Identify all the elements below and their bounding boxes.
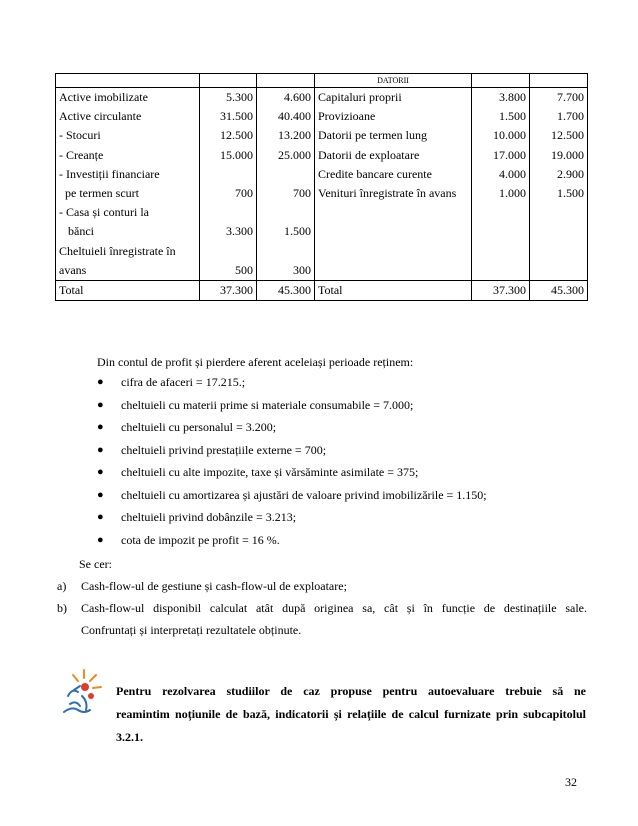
header-cell: [530, 74, 588, 88]
bullet-icon: ●: [97, 511, 104, 523]
bullet-icon: ●: [97, 488, 104, 501]
table-label-cell: avans: [56, 261, 200, 281]
table-value-cell: 2.900: [530, 165, 588, 184]
balance-sheet-table: [55, 73, 588, 301]
table-value-cell: [530, 242, 588, 261]
list-item: [97, 443, 487, 466]
list-item: [97, 533, 487, 556]
requirement-label: a): [57, 579, 67, 593]
table-value-cell: 19.000: [530, 146, 588, 165]
table-value-cell: 5.300: [200, 88, 257, 108]
total-label-right: Total: [315, 280, 472, 300]
table-label-cell: Venituri înregistrate în avans: [315, 184, 472, 203]
requirement-text: Cash-flow-ul disponibil calculat atât după originea sa, cât și în funcție de destinațiile sale.: [81, 601, 587, 615]
table-value-cell: [530, 222, 588, 241]
table-row: [56, 88, 588, 108]
requirement-b-continuation: Confruntați și interpretați rezultatele obținute.: [81, 623, 302, 637]
bullet-icon: ●: [97, 398, 104, 411]
table-value-cell: 300: [257, 261, 315, 281]
self-assessment-note: [116, 680, 586, 749]
bullet-icon: ●: [97, 421, 104, 433]
table-value-cell: 40.400: [257, 107, 315, 126]
bullet-text: cifra de afaceri = 17.215.;: [121, 375, 246, 389]
header-cell: [56, 74, 200, 88]
table-label-cell: - Investiții financiare: [56, 165, 200, 184]
requirement-label: b): [57, 601, 67, 615]
intro-text: Din contul de profit și pierdere aferent aceleiași perioade reținem:: [97, 355, 414, 369]
table-value-cell: 15.000: [200, 146, 257, 165]
table-value-cell: [200, 165, 257, 184]
table-value-cell: 700: [200, 184, 257, 203]
header-cell: [200, 74, 257, 88]
table-value-cell: 12.500: [200, 126, 257, 145]
requirement-a: [57, 579, 347, 594]
bullet-text: cheltuieli cu personalul = 3.200;: [121, 420, 277, 434]
table-label-cell: [315, 222, 472, 241]
table-value-cell: 4.600: [257, 88, 315, 108]
table-row: [56, 261, 588, 281]
header-cell: [472, 74, 530, 88]
table-value-cell: 17.000: [472, 146, 530, 165]
table-value-cell: 1.700: [530, 107, 588, 126]
table-value-cell: [530, 261, 588, 281]
table-value-cell: 25.000: [257, 146, 315, 165]
table-value-cell: 700: [257, 184, 315, 203]
total-value: 37.300: [472, 280, 530, 300]
table-value-cell: [200, 242, 257, 261]
table-label-cell: Credite bancare curente: [315, 165, 472, 184]
table-value-cell: 1.000: [472, 184, 530, 203]
table-value-cell: 1.500: [257, 222, 315, 241]
total-label-left: Total: [56, 280, 200, 300]
table-label-cell: Datorii de exploatare: [315, 146, 472, 165]
table-label-cell: - Stocuri: [56, 126, 200, 145]
table-row: [56, 203, 588, 222]
table-label-cell: bănci: [56, 222, 200, 241]
table-label-cell: Active circulante: [56, 107, 200, 126]
list-item: [97, 510, 487, 533]
requirement-text: Cash-flow-ul de gestiune și cash-flow-ul de exploatare;: [81, 579, 347, 593]
table-value-cell: 3.300: [200, 222, 257, 241]
table-label-cell: - Casa și conturi la: [56, 203, 200, 222]
table-row: [56, 107, 588, 126]
table-value-cell: 3.800: [472, 88, 530, 108]
table-value-cell: [472, 203, 530, 222]
table-label-cell: Capitaluri proprii: [315, 88, 472, 108]
table-value-cell: [200, 203, 257, 222]
table-value-cell: 500: [200, 261, 257, 281]
table-label-cell: Active imobilizate: [56, 88, 200, 108]
table-value-cell: 10.000: [472, 126, 530, 145]
table-value-cell: [257, 242, 315, 261]
total-value: 45.300: [257, 280, 315, 300]
table-value-cell: [530, 203, 588, 222]
table-value-cell: [257, 165, 315, 184]
table-label-cell: [315, 242, 472, 261]
bullet-text: cheltuieli cu materii prime si materiale consumabile = 7.000;: [121, 397, 414, 412]
bullet-icon: ●: [97, 466, 104, 478]
table-value-cell: 4.000: [472, 165, 530, 184]
table-row: [56, 146, 588, 165]
bullet-text: cota de impozit pe profit = 16 %.: [121, 532, 280, 547]
table-value-cell: 31.500: [200, 107, 257, 126]
table-label-cell: Provizioane: [315, 107, 472, 126]
header-datorii: DATORII: [315, 74, 472, 88]
table-value-cell: [257, 203, 315, 222]
note-line: reamintim noțiunile de bază, indicatorii și relațiile de calcul furnizate prin subcapitolul: [116, 707, 586, 721]
table-label-cell: - Creanțe: [56, 146, 200, 165]
list-item: [97, 420, 487, 443]
bullet-icon: ●: [97, 443, 104, 456]
bullet-text: cheltuieli privind dobânzile = 3.213;: [121, 510, 297, 524]
table-value-cell: 1.500: [472, 107, 530, 126]
note-line: 3.2.1.: [116, 730, 143, 744]
table-value-cell: [472, 242, 530, 261]
bullet-icon: ●: [97, 533, 104, 546]
table-value-cell: 1.500: [530, 184, 588, 203]
bullet-text: cheltuieli cu alte impozite, taxe și vărsăminte asimilate = 375;: [121, 465, 419, 479]
table-body: [56, 88, 588, 281]
total-value: 37.300: [200, 280, 257, 300]
table-label-cell: Cheltuieli înregistrate în: [56, 242, 200, 261]
table-value-cell: 7.700: [530, 88, 588, 108]
header-cell: [257, 74, 315, 88]
note-line: Pentru rezolvarea studiilor de caz propuse pentru autoevaluare trebuie să ne: [116, 684, 586, 698]
requirements-heading: Se cer:: [79, 557, 112, 571]
table-total-row: [56, 280, 588, 300]
list-item: [97, 398, 487, 421]
table-row: [56, 184, 588, 203]
table-row: [56, 126, 588, 145]
table-row: [56, 222, 588, 241]
table-row: [56, 165, 588, 184]
total-value: 45.300: [530, 280, 588, 300]
table-value-cell: [472, 261, 530, 281]
table-label-cell: pe termen scurt: [56, 184, 200, 203]
requirement-b: [57, 601, 587, 616]
thinking-person-icon: [60, 666, 106, 718]
bullet-list: [97, 375, 487, 555]
list-item: [97, 488, 487, 511]
bullet-text: cheltuieli cu amortizarea și ajustări de valoare privind imobilizările = 1.150;: [121, 487, 487, 502]
table-value-cell: 13.200: [257, 126, 315, 145]
bullet-icon: ●: [97, 376, 104, 388]
list-item: [97, 465, 487, 488]
bullet-text: cheltuieli privind prestațiile externe = 700;: [121, 442, 327, 457]
table-label-cell: Datorii pe termen lung: [315, 126, 472, 145]
page-number: 32: [565, 775, 577, 789]
table-row: [56, 242, 588, 261]
list-item: [97, 375, 487, 398]
table-label-cell: [315, 261, 472, 281]
table-value-cell: [472, 222, 530, 241]
table-header-row: [56, 74, 588, 88]
table-label-cell: [315, 203, 472, 222]
table-value-cell: 12.500: [530, 126, 588, 145]
